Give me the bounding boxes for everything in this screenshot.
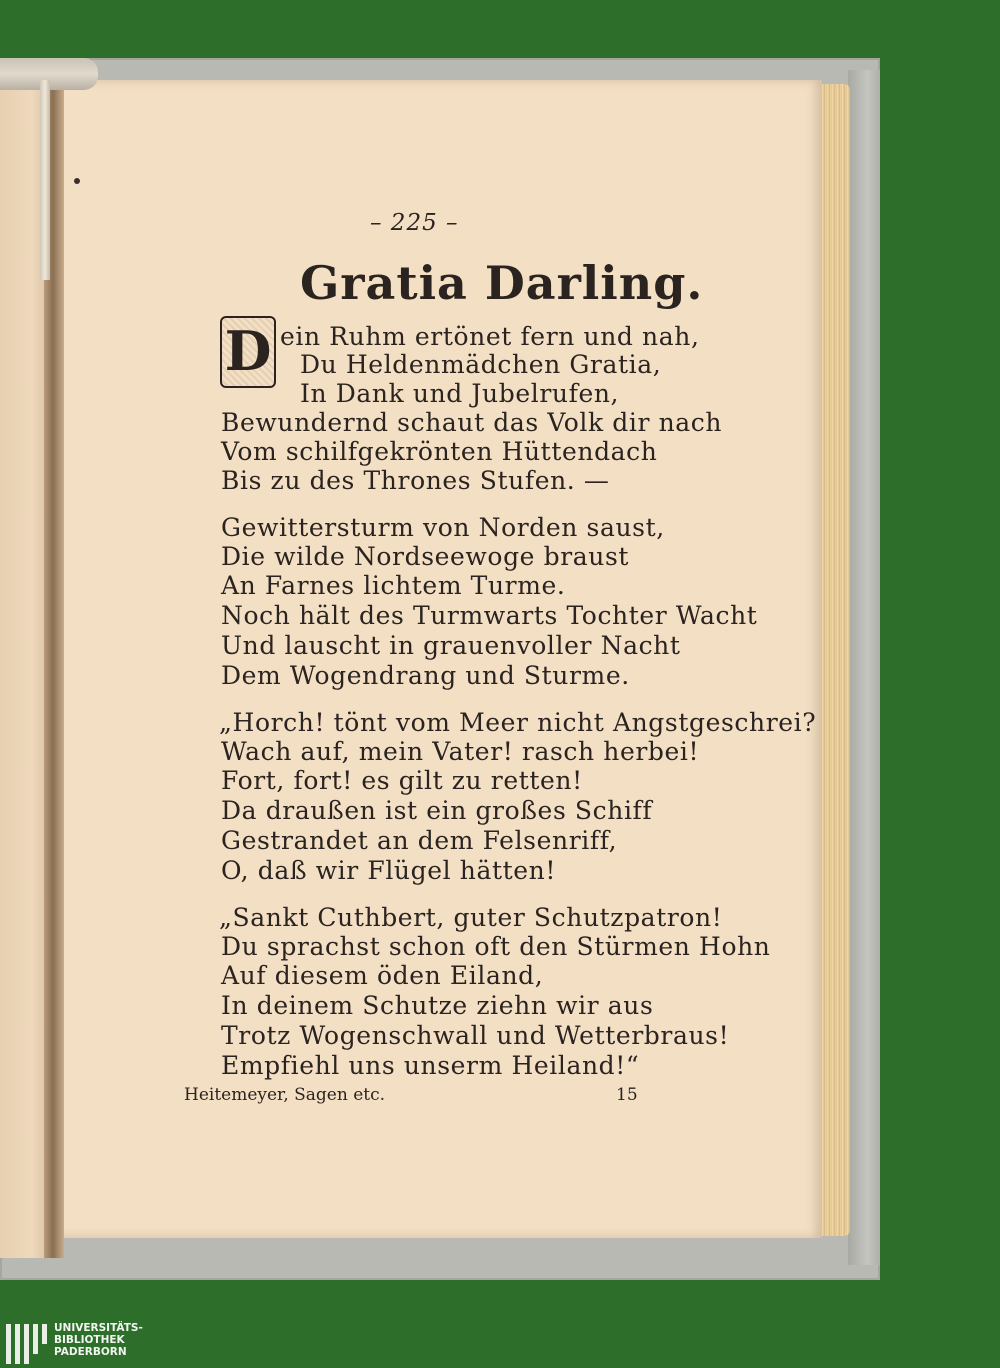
ink-speck xyxy=(74,178,80,184)
poem-line: Gestrandet an dem Felsenriff, xyxy=(221,826,618,855)
poem-line: Du sprachst schon oft den Stürmen Hohn xyxy=(221,932,771,961)
poem-line: In deinem Schutze ziehn wir aus xyxy=(221,991,654,1020)
library-logo-bar xyxy=(0,1318,1000,1368)
poem-line: Wach auf, mein Vater! rasch herbei! xyxy=(221,737,700,766)
poem-line: In Dank und Jubelrufen, xyxy=(300,379,620,408)
poem-line: O, daß wir Flügel hätten! xyxy=(221,856,556,885)
poem-line: Noch hält des Turmwarts Tochter Wacht xyxy=(221,601,758,630)
bookmark-ribbon-tail xyxy=(40,80,50,280)
poem-line: ein Ruhm ertönet fern und nah, xyxy=(280,322,700,351)
poem-line: Gewittersturm von Norden saust, xyxy=(221,513,665,542)
poem-line: Vom schilfgekrönten Hüttendach xyxy=(221,437,658,466)
page-number: – 225 – xyxy=(370,210,459,236)
poem-line: Und lauscht in grauenvoller Nacht xyxy=(221,631,681,660)
poem-line: Bewundernd schaut das Volk dir nach xyxy=(221,408,723,437)
poem-line: An Farnes lichtem Turme. xyxy=(221,571,566,600)
poem-line: Bis zu des Thrones Stufen. — xyxy=(221,466,610,495)
decorated-initial: D xyxy=(220,316,276,388)
poem-line: Dem Wogendrang und Sturme. xyxy=(221,661,630,690)
poem-line: Trotz Wogenschwall und Wetterbraus! xyxy=(221,1021,730,1050)
footer-signature: Heitemeyer, Sagen etc. xyxy=(184,1085,386,1105)
poem-title: Gratia Darling. xyxy=(300,256,704,310)
poem-line: Fort, fort! es gilt zu retten! xyxy=(221,766,583,795)
poem-line: Empfiehl uns unserm Heiland!“ xyxy=(221,1051,640,1080)
library-logo-icon xyxy=(6,1324,48,1364)
footer-sheet-number: 15 xyxy=(616,1085,638,1105)
poem-line: Die wilde Nordseewoge braust xyxy=(221,542,630,571)
poem-line: „Sankt Cuthbert, guter Schutzpatron! xyxy=(219,903,723,932)
poem-line: Da draußen ist ein großes Schiff xyxy=(221,796,653,825)
library-logo-text: UNIVERSITÄTS- BIBLIOTHEK PADERBORN xyxy=(54,1322,143,1358)
poem-line: „Horch! tönt vom Meer nicht Angstgeschrei? xyxy=(219,708,817,737)
book-cover-edge xyxy=(848,70,880,1265)
poem-line: Auf diesem öden Eiland, xyxy=(221,961,544,990)
poem-line: Du Heldenmädchen Gratia, xyxy=(300,350,662,379)
